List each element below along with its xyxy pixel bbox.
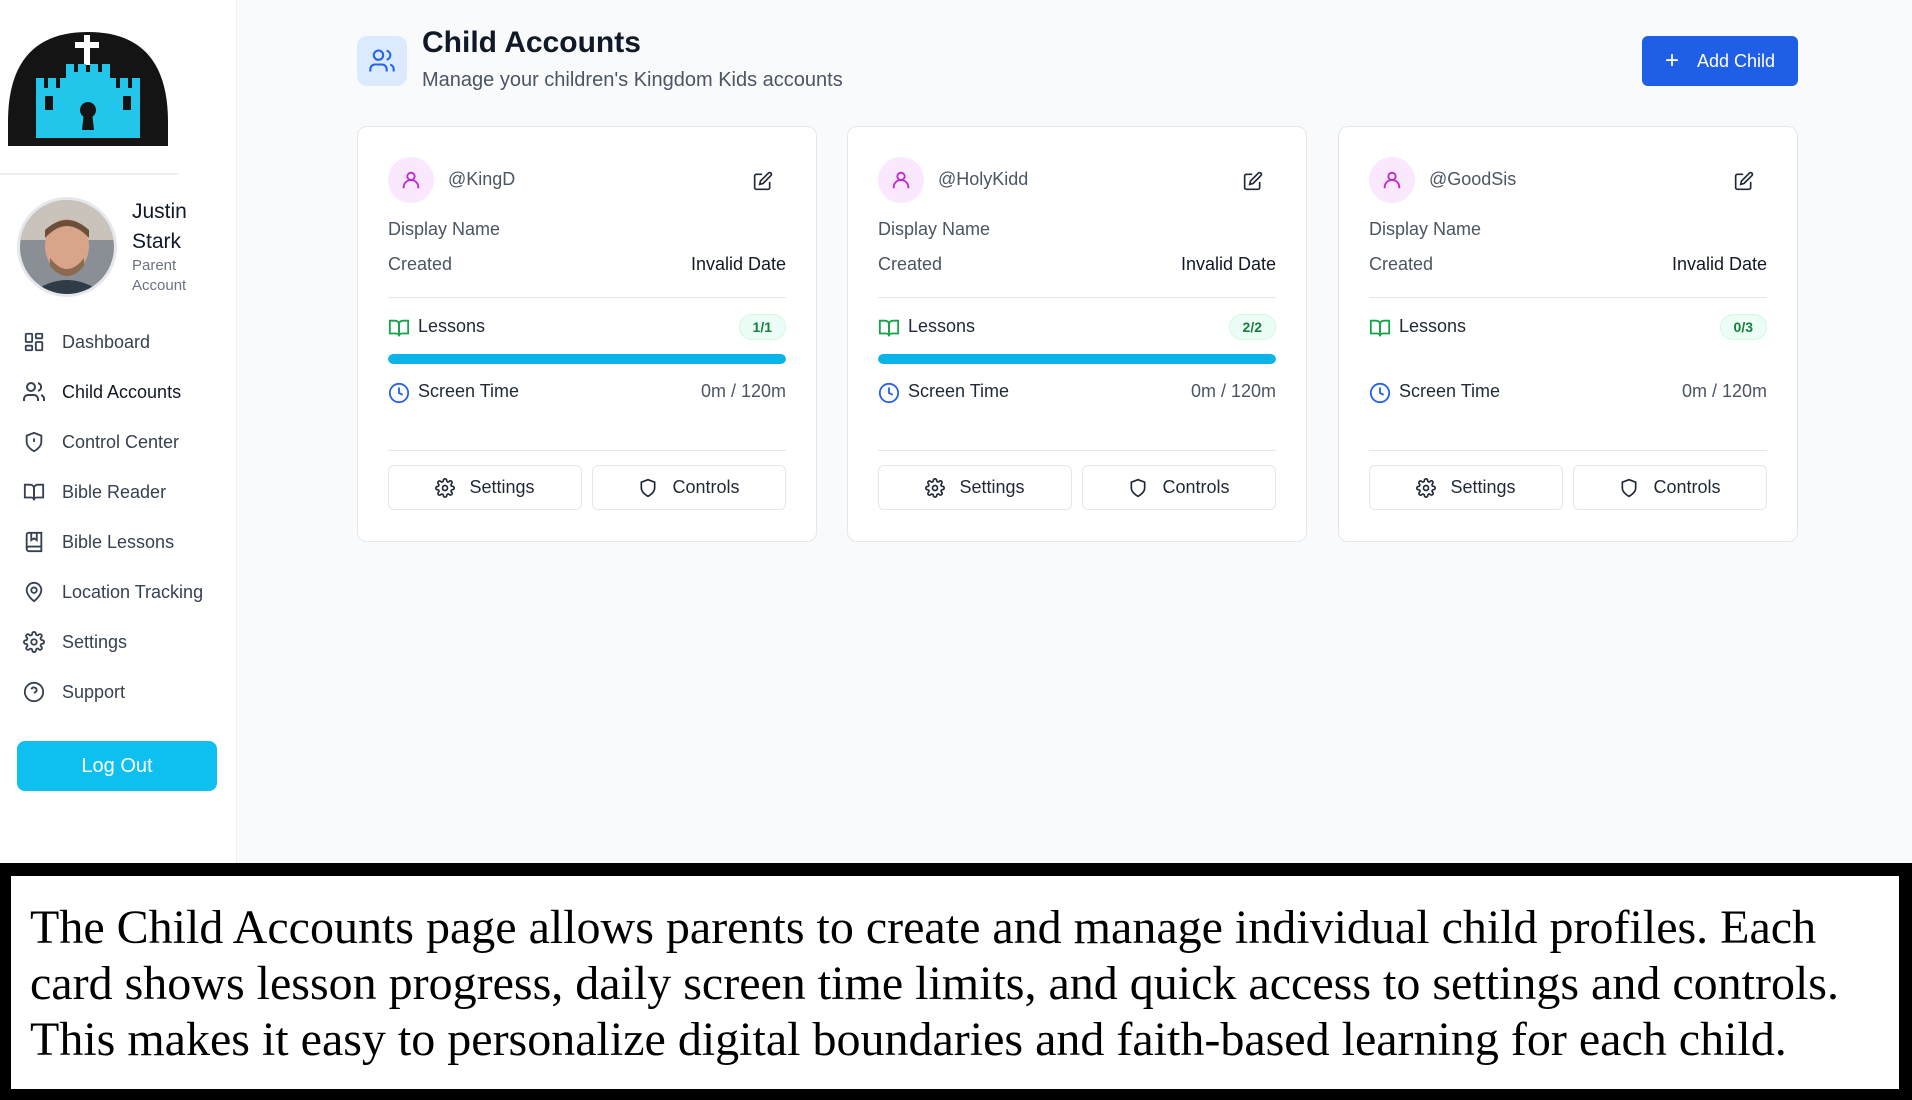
sidebar-item-label: Dashboard <box>62 331 151 352</box>
edit-icon[interactable] <box>1731 168 1757 194</box>
screen-time-label: Screen Time <box>1399 381 1501 401</box>
map-pin-icon <box>20 578 48 606</box>
users-icon <box>20 378 48 406</box>
divider <box>878 297 1276 298</box>
controls-button-label: Controls <box>672 477 740 497</box>
child-card <box>357 126 817 542</box>
child-card <box>1338 126 1798 542</box>
screen-time-label: Screen Time <box>908 381 1010 401</box>
lessons-badge: 0/3 <box>1720 314 1767 340</box>
controls-button-label: Controls <box>1162 477 1230 497</box>
lessons-label: Lessons <box>1399 316 1467 336</box>
shield-icon <box>1128 478 1148 498</box>
clock-icon <box>1369 382 1391 404</box>
divider <box>388 450 786 451</box>
user-avatar-icon <box>388 157 434 203</box>
divider <box>878 450 1276 451</box>
sidebar-item-label: Bible Reader <box>62 481 167 502</box>
user-avatar-icon <box>1369 157 1415 203</box>
book-open-icon <box>20 478 48 506</box>
lessons-label: Lessons <box>418 316 486 336</box>
divider <box>388 297 786 298</box>
plus-icon: + <box>1664 47 1679 74</box>
child-username: @KingD <box>448 169 516 189</box>
sidebar-item-dashboard[interactable] <box>20 317 230 367</box>
lessons-badge: 2/2 <box>1229 314 1276 340</box>
divider <box>1369 450 1767 451</box>
sidebar-item-label: Location Tracking <box>62 581 204 602</box>
sidebar-item-label: Support <box>62 681 126 702</box>
edit-icon[interactable] <box>750 168 776 194</box>
users-icon <box>357 36 407 86</box>
sidebar-item-bible-reader[interactable] <box>20 467 230 517</box>
created-value: Invalid Date <box>1180 254 1276 274</box>
display-name-label: Display Name <box>1369 219 1482 239</box>
book-open-icon <box>388 317 410 339</box>
display-name-label: Display Name <box>388 219 501 239</box>
controls-button[interactable] <box>1573 465 1767 510</box>
add-child-label: Add Child <box>1696 50 1776 71</box>
clock-icon <box>878 382 900 404</box>
screen-time-value: 0m / 120m <box>1190 381 1276 401</box>
shield-icon <box>638 478 658 498</box>
logo-divider <box>0 173 178 175</box>
settings-button[interactable] <box>388 465 582 510</box>
sidebar-item-label: Control Center <box>62 431 180 452</box>
sidebar-item-control-center[interactable] <box>20 417 230 467</box>
caption-panel <box>0 863 1912 1100</box>
screen-time-value: 0m / 120m <box>1681 381 1767 401</box>
avatar[interactable] <box>17 197 117 297</box>
shield-icon <box>20 428 48 456</box>
sidebar-item-label: Bible Lessons <box>62 531 175 552</box>
child-username: @GoodSis <box>1429 169 1517 189</box>
book-open-icon <box>878 317 900 339</box>
caption-text: The Child Accounts page allows parents to create and manage individual child profiles. Each card shows lesson progress, daily screen time limits, and quick access to settings and controls. This makes it easy to personalize digital boundaries and faith-based learning for each child. <box>30 901 1839 1066</box>
gear-icon <box>925 478 945 498</box>
caption-box <box>11 876 1899 1089</box>
bookmark-book-icon <box>20 528 48 556</box>
settings-button[interactable] <box>1369 465 1563 510</box>
add-child-button[interactable] <box>1642 36 1798 86</box>
edit-icon[interactable] <box>1240 168 1266 194</box>
controls-button[interactable] <box>1082 465 1276 510</box>
lessons-progress-bar <box>878 354 1276 364</box>
book-open-icon <box>1369 317 1391 339</box>
lessons-badge: 1/1 <box>739 314 786 340</box>
sidebar <box>0 0 237 863</box>
lessons-progress-fill <box>388 354 786 364</box>
sidebar-item-settings[interactable] <box>20 617 230 667</box>
sidebar-item-label: Child Accounts <box>62 381 182 402</box>
sidebar-item-location-tracking[interactable] <box>20 567 230 617</box>
created-value: Invalid Date <box>1671 254 1767 274</box>
page-title: Child Accounts <box>422 26 641 59</box>
settings-button-label: Settings <box>469 477 535 497</box>
sidebar-item-bible-lessons[interactable] <box>20 517 230 567</box>
lessons-label: Lessons <box>908 316 976 336</box>
profile-role: Parent Account <box>132 257 187 294</box>
settings-button-label: Settings <box>1450 477 1516 497</box>
created-label: Created <box>388 254 453 274</box>
lessons-progress-bar <box>1369 354 1767 364</box>
divider <box>1369 297 1767 298</box>
profile-name: Justin Stark <box>132 200 187 253</box>
clock-icon <box>388 382 410 404</box>
screen-time-label: Screen Time <box>418 381 520 401</box>
lessons-progress-fill <box>878 354 1276 364</box>
sidebar-item-label: Settings <box>62 631 128 652</box>
created-label: Created <box>878 254 943 274</box>
profile-block <box>17 197 227 297</box>
created-value: Invalid Date <box>690 254 786 274</box>
controls-button-label: Controls <box>1653 477 1721 497</box>
settings-button[interactable] <box>878 465 1072 510</box>
sidebar-item-support[interactable] <box>20 667 230 717</box>
controls-button[interactable] <box>592 465 786 510</box>
settings-button-label: Settings <box>959 477 1025 497</box>
sidebar-nav <box>20 317 230 717</box>
lessons-progress-bar <box>388 354 786 364</box>
logout-button[interactable]: Log Out <box>17 741 217 791</box>
created-label: Created <box>1369 254 1434 274</box>
page-subtitle: Manage your children's Kingdom Kids accounts <box>422 69 843 91</box>
user-avatar-icon <box>878 157 924 203</box>
gear-icon <box>1416 478 1436 498</box>
child-username: @HolyKidd <box>938 169 1029 189</box>
sidebar-item-child-accounts[interactable] <box>20 367 230 417</box>
castle-logo-icon[interactable] <box>6 30 170 146</box>
help-circle-icon <box>20 678 48 706</box>
dashboard-icon <box>20 328 48 356</box>
screen-time-value: 0m / 120m <box>700 381 786 401</box>
child-card <box>847 126 1307 542</box>
gear-icon <box>20 628 48 656</box>
display-name-label: Display Name <box>878 219 991 239</box>
gear-icon <box>435 478 455 498</box>
shield-icon <box>1619 478 1639 498</box>
